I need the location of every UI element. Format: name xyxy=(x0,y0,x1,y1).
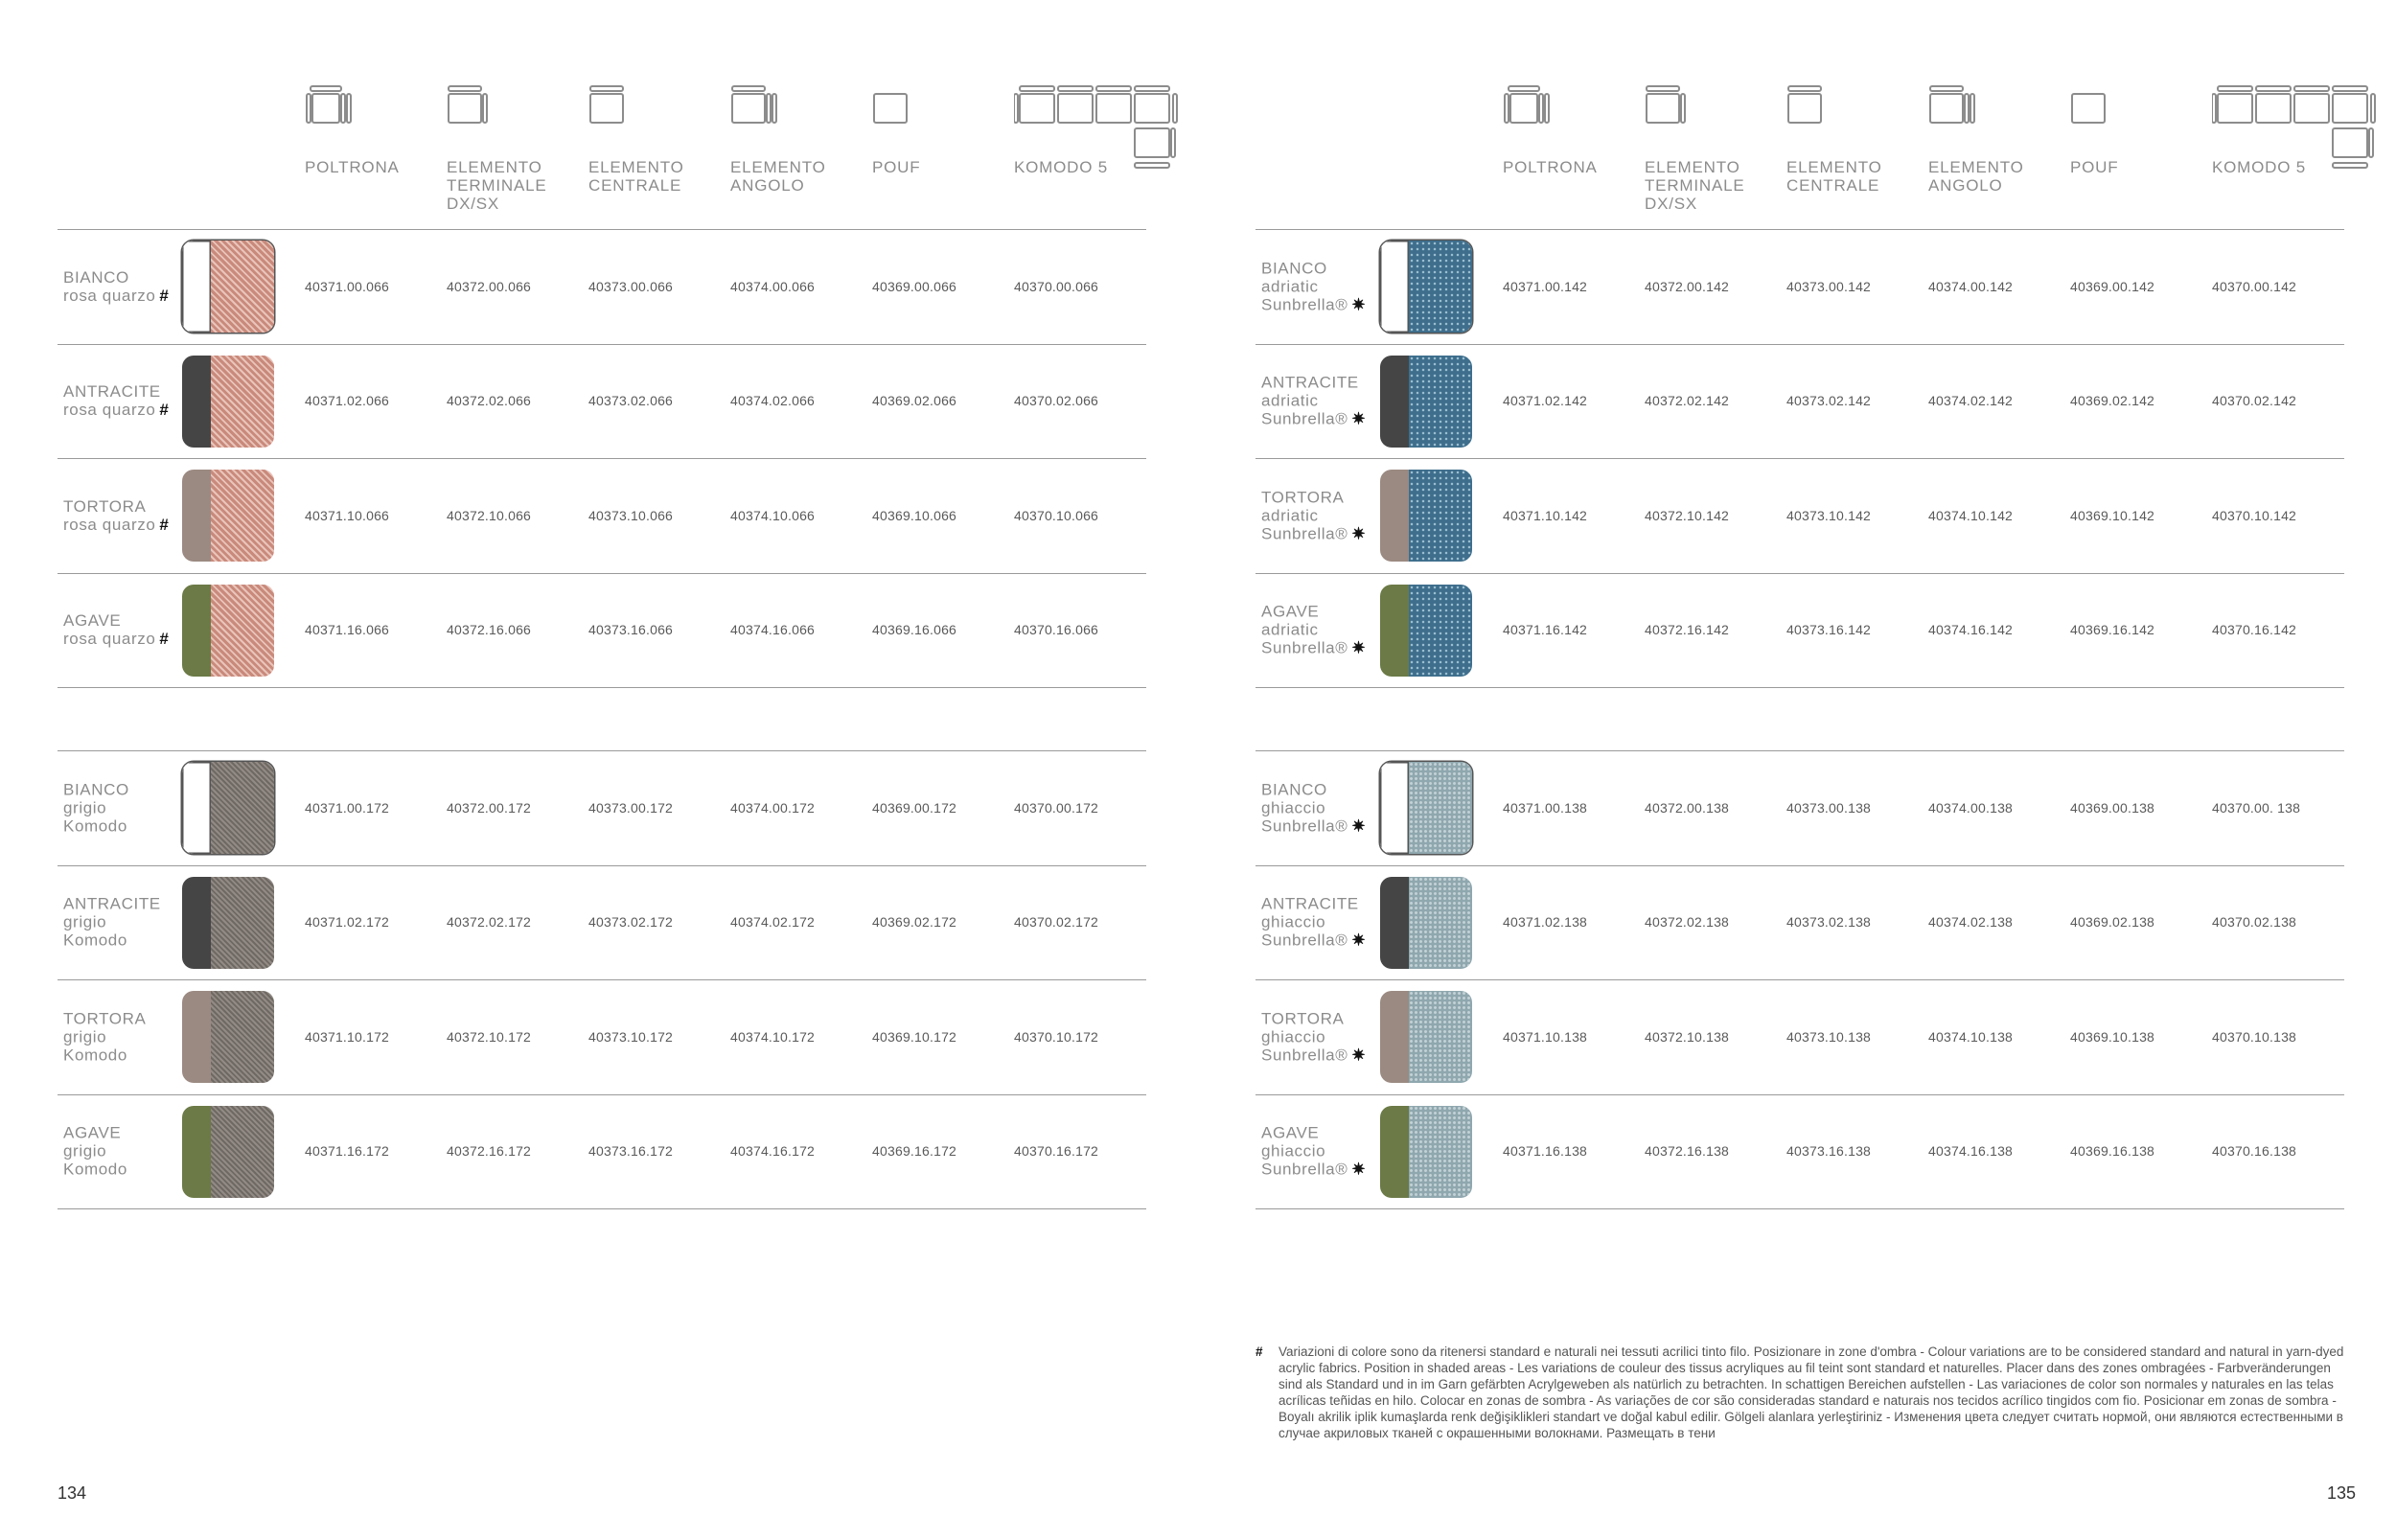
finish-swatch xyxy=(1380,470,1472,562)
fabric-name xyxy=(63,1027,146,1046)
frame-color-chip xyxy=(1380,356,1409,448)
frame-color-chip xyxy=(1380,241,1409,333)
product-code: 40370.00.172 xyxy=(1014,799,1099,816)
product-code: 40370.00. 138 xyxy=(2212,799,2301,816)
finish-swatch xyxy=(1380,585,1472,677)
product-code: 40374.16.066 xyxy=(730,622,816,637)
fabric-name-text: Sunbrella® xyxy=(1261,931,1348,950)
product-code: 40371.00.172 xyxy=(305,799,390,816)
product-code: 40371.10.142 xyxy=(1503,507,1588,523)
product-code: 40370.02.066 xyxy=(1014,393,1099,408)
product-code: 40373.16.138 xyxy=(1786,1143,1872,1159)
table-row xyxy=(58,458,1146,572)
fabric-name xyxy=(1261,1161,1366,1179)
finish-name xyxy=(63,611,169,648)
fabric-name-text: grigio xyxy=(63,1141,107,1161)
frame-color-chip xyxy=(182,470,211,562)
sunbrella-mark-icon: ✷ xyxy=(1351,295,1367,313)
frame-color-name: TORTORA xyxy=(63,496,147,516)
product-code: 40373.16.066 xyxy=(588,622,674,637)
frame-color-name: AGAVE xyxy=(63,611,122,630)
product-code: 40371.02.066 xyxy=(305,393,390,408)
fabric-name-text: Sunbrella® xyxy=(1261,295,1348,313)
table-rule xyxy=(58,687,1146,688)
table-row xyxy=(58,229,1146,343)
finish-name xyxy=(1261,780,1366,835)
product-code: 40370.16.066 xyxy=(1014,622,1099,637)
product-code: 40371.02.142 xyxy=(1503,393,1588,408)
table-row xyxy=(58,573,1146,687)
fabric-name xyxy=(1261,392,1366,410)
fabric-name xyxy=(1261,621,1366,639)
fabric-texture-chip xyxy=(1409,1106,1472,1198)
colour-variation-mark: # xyxy=(159,286,170,305)
product-code: 40372.16.066 xyxy=(447,622,532,637)
finish-swatch xyxy=(1380,1106,1472,1198)
product-code: 40371.16.172 xyxy=(305,1143,390,1159)
product-code: 40371.02.138 xyxy=(1503,914,1588,930)
fabric-name-text: Komodo xyxy=(63,1160,127,1179)
table-row xyxy=(58,865,1146,979)
colour-variation-mark: # xyxy=(159,515,170,534)
frame-color-chip xyxy=(1380,470,1409,562)
product-code: 40369.02.142 xyxy=(2070,393,2155,408)
product-code: 40371.10.066 xyxy=(305,507,390,523)
product-code: 40373.02.066 xyxy=(588,393,674,408)
product-code: 40370.02.142 xyxy=(2212,393,2297,408)
product-code: 40369.10.142 xyxy=(2070,507,2155,523)
product-code: 40374.10.138 xyxy=(1928,1028,2014,1045)
product-code: 40370.00.066 xyxy=(1014,278,1099,294)
page-number: 135 xyxy=(2326,1483,2356,1503)
fabric-texture-chip xyxy=(1409,877,1472,969)
frame-color-chip xyxy=(182,762,211,854)
fabric-name xyxy=(1261,410,1366,428)
sunbrella-mark-icon: ✷ xyxy=(1351,638,1367,657)
fabric-name xyxy=(1261,1027,1366,1046)
finish-swatch xyxy=(182,991,274,1083)
fabric-texture-chip xyxy=(211,585,274,677)
fabric-name-text: grigio xyxy=(63,912,107,931)
fabric-name xyxy=(1261,798,1366,816)
fabric-name-text: rosa quarzo xyxy=(63,630,156,648)
fabric-name xyxy=(1261,1142,1366,1161)
product-code: 40374.10.142 xyxy=(1928,507,2014,523)
frame-color-chip xyxy=(182,991,211,1083)
fabric-texture-chip xyxy=(1409,356,1472,448)
product-code: 40370.02.138 xyxy=(2212,914,2297,930)
product-code: 40372.16.172 xyxy=(447,1143,532,1159)
product-code: 40374.10.066 xyxy=(730,507,816,523)
table-row xyxy=(58,1094,1146,1208)
finish-swatch xyxy=(182,585,274,677)
product-code: 40374.00.142 xyxy=(1928,278,2014,294)
fabric-texture-chip xyxy=(1409,585,1472,677)
finish-name xyxy=(63,1009,146,1064)
product-code: 40373.10.066 xyxy=(588,507,674,523)
product-code: 40372.10.142 xyxy=(1645,507,1730,523)
product-code: 40373.02.172 xyxy=(588,914,674,930)
product-code: 40374.10.172 xyxy=(730,1028,816,1045)
frame-color-chip xyxy=(1380,877,1409,969)
frame-color-name: TORTORA xyxy=(1261,488,1345,506)
product-code: 40373.00.066 xyxy=(588,278,674,294)
fabric-name-text: rosa quarzo xyxy=(63,515,156,534)
frame-color-name: BIANCO xyxy=(1261,259,1327,277)
product-code: 40374.00.172 xyxy=(730,799,816,816)
product-code: 40374.02.066 xyxy=(730,393,816,408)
fabric-name xyxy=(1261,295,1366,313)
product-code: 40373.10.138 xyxy=(1786,1028,1872,1045)
product-code: 40374.16.142 xyxy=(1928,622,2014,637)
fabric-name xyxy=(63,287,169,305)
fabric-name xyxy=(1261,524,1366,542)
finish-swatch xyxy=(1380,991,1472,1083)
table-rule xyxy=(58,1208,1146,1209)
product-code: 40369.16.066 xyxy=(872,622,957,637)
fabric-texture-chip xyxy=(211,991,274,1083)
product-code: 40372.02.066 xyxy=(447,393,532,408)
fabric-texture-chip xyxy=(211,356,274,448)
product-code: 40371.10.138 xyxy=(1503,1028,1588,1045)
product-code: 40372.10.172 xyxy=(447,1028,532,1045)
fabric-texture-chip xyxy=(211,1106,274,1198)
fabric-name-text: Sunbrella® xyxy=(1261,1046,1348,1064)
fabric-name-text: Sunbrella® xyxy=(1261,1160,1348,1179)
frame-color-chip xyxy=(182,877,211,969)
product-code: 40373.16.172 xyxy=(588,1143,674,1159)
product-code: 40372.00.066 xyxy=(447,278,532,294)
finish-name xyxy=(63,780,129,835)
product-code: 40373.02.138 xyxy=(1786,914,1872,930)
product-code: 40372.16.142 xyxy=(1645,622,1730,637)
product-code: 40369.00.138 xyxy=(2070,799,2155,816)
product-code: 40373.00.138 xyxy=(1786,799,1872,816)
frame-color-name: ANTRACITE xyxy=(63,894,161,913)
fabric-texture-chip xyxy=(1409,762,1472,854)
column-header: ELEMENTO TERMINALE DX/SX xyxy=(447,158,547,213)
frame-color-name: TORTORA xyxy=(1261,1009,1345,1027)
colour-variation-mark: # xyxy=(159,630,170,648)
product-code: 40371.00.138 xyxy=(1503,799,1588,816)
product-code: 40373.16.142 xyxy=(1786,622,1872,637)
frame-color-name: ANTRACITE xyxy=(1261,373,1359,392)
product-code: 40372.00.172 xyxy=(447,799,532,816)
table-row xyxy=(58,979,1146,1093)
product-code: 40373.10.172 xyxy=(588,1028,674,1045)
fabric-name-text: grigio xyxy=(63,1027,107,1046)
finish-swatch xyxy=(182,1106,274,1198)
fabric-name-text: Sunbrella® xyxy=(1261,816,1348,835)
product-code: 40372.02.138 xyxy=(1645,914,1730,930)
catalog-page-right xyxy=(1198,0,2396,1540)
product-code: 40371.16.066 xyxy=(305,622,390,637)
table-row xyxy=(1256,979,2344,1093)
product-code: 40374.16.138 xyxy=(1928,1143,2014,1159)
product-code: 40370.02.172 xyxy=(1014,914,1099,930)
product-code: 40370.16.172 xyxy=(1014,1143,1099,1159)
fabric-name-text: ghiaccio xyxy=(1261,1027,1326,1046)
finish-name xyxy=(63,895,161,950)
frame-color-chip xyxy=(182,241,211,333)
finish-swatch xyxy=(1380,241,1472,333)
column-header: KOMODO 5 xyxy=(1014,158,1109,176)
product-code: 40374.00.066 xyxy=(730,278,816,294)
frame-color-name: ANTRACITE xyxy=(1261,894,1359,913)
colour-variation-mark: # xyxy=(159,401,170,419)
fabric-name-text: adriatic xyxy=(1261,277,1319,295)
product-code: 40369.16.138 xyxy=(2070,1143,2155,1159)
product-code: 40372.10.066 xyxy=(447,507,532,523)
fabric-name xyxy=(1261,506,1366,524)
fabric-name-text: Sunbrella® xyxy=(1261,638,1348,657)
fabric-name-text: ghiaccio xyxy=(1261,912,1326,931)
frame-color-chip xyxy=(182,585,211,677)
product-code: 40374.00.138 xyxy=(1928,799,2014,816)
finish-name xyxy=(63,497,169,534)
product-code-table xyxy=(58,0,1146,1246)
fabric-name xyxy=(63,931,161,950)
fabric-name xyxy=(63,1046,146,1064)
table-row xyxy=(1256,865,2344,979)
fabric-texture-chip xyxy=(211,877,274,969)
table-row xyxy=(1256,344,2344,458)
product-code: 40369.02.066 xyxy=(872,393,957,408)
fabric-name xyxy=(63,401,169,419)
column-header: ELEMENTO CENTRALE xyxy=(1786,158,1882,195)
product-code: 40371.16.142 xyxy=(1503,622,1588,637)
footnote xyxy=(1256,1344,2358,1441)
column-header: POLTRONA xyxy=(1503,158,1598,176)
fabric-name xyxy=(63,816,129,835)
finish-swatch xyxy=(182,877,274,969)
fabric-name xyxy=(1261,277,1366,295)
product-code: 40372.00.142 xyxy=(1645,278,1730,294)
frame-color-name: BIANCO xyxy=(63,780,129,798)
fabric-name-text: Komodo xyxy=(63,931,127,950)
finish-swatch xyxy=(1380,877,1472,969)
column-header: POUF xyxy=(2070,158,2119,176)
frame-color-name: BIANCO xyxy=(63,267,129,287)
product-code: 40370.16.142 xyxy=(2212,622,2297,637)
fabric-name xyxy=(63,1161,127,1179)
product-code: 40370.10.172 xyxy=(1014,1028,1099,1045)
table-row xyxy=(1256,229,2344,343)
fabric-name xyxy=(1261,913,1366,931)
table-row xyxy=(1256,1094,2344,1208)
frame-color-chip xyxy=(1380,585,1409,677)
fabric-name-text: adriatic xyxy=(1261,506,1319,524)
finish-name xyxy=(1261,488,1366,542)
finish-name xyxy=(63,268,169,305)
product-code: 40369.02.138 xyxy=(2070,914,2155,930)
column-header: ELEMENTO CENTRALE xyxy=(588,158,684,195)
fabric-texture-chip xyxy=(1409,991,1472,1083)
product-code: 40369.00.172 xyxy=(872,799,957,816)
fabric-name-text: rosa quarzo xyxy=(63,286,156,305)
column-header: KOMODO 5 xyxy=(2212,158,2307,176)
product-code: 40369.00.066 xyxy=(872,278,957,294)
product-code: 40369.10.066 xyxy=(872,507,957,523)
fabric-name xyxy=(63,798,129,816)
sunbrella-mark-icon: ✷ xyxy=(1351,1046,1367,1064)
finish-swatch xyxy=(182,356,274,448)
sunbrella-mark-icon: ✷ xyxy=(1351,1160,1367,1179)
product-code: 40371.16.138 xyxy=(1503,1143,1588,1159)
product-code: 40371.10.172 xyxy=(305,1028,390,1045)
column-header: POLTRONA xyxy=(305,158,400,176)
page-number: 134 xyxy=(58,1483,87,1503)
fabric-name-text: adriatic xyxy=(1261,391,1319,410)
fabric-name xyxy=(63,630,169,648)
finish-name xyxy=(63,382,169,419)
footnote-mark: # xyxy=(1256,1345,1263,1359)
fabric-name-text: Komodo xyxy=(63,816,127,835)
product-code: 40374.02.142 xyxy=(1928,393,2014,408)
fabric-name-text: Sunbrella® xyxy=(1261,409,1348,428)
product-code: 40371.00.142 xyxy=(1503,278,1588,294)
product-code: 40370.00.142 xyxy=(2212,278,2297,294)
finish-name xyxy=(63,1124,127,1179)
frame-color-name: BIANCO xyxy=(1261,780,1327,798)
product-code: 40369.02.172 xyxy=(872,914,957,930)
finish-name xyxy=(1261,374,1366,428)
frame-color-chip xyxy=(1380,762,1409,854)
table-rule xyxy=(1256,1208,2344,1209)
product-code: 40374.02.172 xyxy=(730,914,816,930)
product-code: 40372.16.138 xyxy=(1645,1143,1730,1159)
fabric-name-text: ghiaccio xyxy=(1261,798,1326,816)
table-row xyxy=(1256,573,2344,687)
product-code: 40369.10.138 xyxy=(2070,1028,2155,1045)
sunbrella-mark-icon: ✷ xyxy=(1351,816,1367,835)
fabric-name-text: ghiaccio xyxy=(1261,1141,1326,1161)
table-rule xyxy=(1256,687,2344,688)
fabric-name-text: Sunbrella® xyxy=(1261,524,1348,542)
frame-color-name: AGAVE xyxy=(1261,602,1320,621)
frame-color-chip xyxy=(1380,991,1409,1083)
column-header: POUF xyxy=(872,158,921,176)
fabric-texture-chip xyxy=(1409,241,1472,333)
product-code: 40369.16.172 xyxy=(872,1143,957,1159)
sunbrella-mark-icon: ✷ xyxy=(1351,931,1367,950)
fabric-name xyxy=(1261,1046,1366,1064)
fabric-name xyxy=(63,913,161,931)
product-code: 40371.00.066 xyxy=(305,278,390,294)
table-row xyxy=(1256,750,2344,864)
product-code: 40372.10.138 xyxy=(1645,1028,1730,1045)
fabric-name xyxy=(1261,931,1366,950)
product-code: 40369.16.142 xyxy=(2070,622,2155,637)
finish-swatch xyxy=(182,762,274,854)
product-code: 40371.02.172 xyxy=(305,914,390,930)
sunbrella-mark-icon: ✷ xyxy=(1351,409,1367,428)
sunbrella-mark-icon: ✷ xyxy=(1351,524,1367,542)
frame-color-chip xyxy=(1380,1106,1409,1198)
finish-swatch xyxy=(1380,356,1472,448)
fabric-name-text: adriatic xyxy=(1261,620,1319,639)
fabric-name-text: rosa quarzo xyxy=(63,401,156,419)
finish-swatch xyxy=(1380,762,1472,854)
frame-color-name: ANTRACITE xyxy=(63,382,161,401)
product-code: 40369.10.172 xyxy=(872,1028,957,1045)
frame-color-name: AGAVE xyxy=(1261,1123,1320,1142)
column-header: ELEMENTO ANGOLO xyxy=(1928,158,2024,195)
finish-name xyxy=(1261,1124,1366,1179)
fabric-texture-chip xyxy=(211,762,274,854)
product-code: 40373.10.142 xyxy=(1786,507,1872,523)
product-code: 40374.16.172 xyxy=(730,1143,816,1159)
frame-color-chip xyxy=(182,1106,211,1198)
product-code: 40372.02.172 xyxy=(447,914,532,930)
finish-swatch xyxy=(182,241,274,333)
fabric-name xyxy=(63,1142,127,1161)
product-code: 40373.00.142 xyxy=(1786,278,1872,294)
footnote-text: Variazioni di colore sono da ritenersi standard e naturali nei tessuti acrilici tinto filo. Posizionare in zone d'ombra - Colour variations are to be considered standard and natural in yarn-dyed acrylic fabrics. Position in shaded areas - Les variations de couleur des tissus acryliques au fil teint sont standard et naturelles. Placer dans des zones ombragées - Farbveränderungen sind als Standard und in im Garn gefärbten Acrylgeweben als natürlich zu betrachten. In schattigen Bereichen aufstellen - Las variaciones de color son normales y naturales en las telas acrílicas teñidas en hilo. Colocar en zonas de sombra - As variações de cor são consideradas standard e naturais nos tecidos acrílico tingidos com fio. Posicionar em zonas de sombra - Boyalı akrilik iplik kumaşlarda renk değişiklikleri standart ve doğal kabul edilir. Gölgeli alanlara yerleştiriniz - Изменения цвета следует считать нормой, они являются естественными в случае акриловых тканей с окрашенными волокнами. Размещать в тени xyxy=(1279,1345,2344,1440)
product-code: 40370.10.066 xyxy=(1014,507,1099,523)
finish-name xyxy=(1261,259,1366,313)
fabric-name xyxy=(63,516,169,534)
finish-name xyxy=(1261,1009,1366,1064)
fabric-texture-chip xyxy=(211,241,274,333)
column-header: ELEMENTO ANGOLO xyxy=(730,158,826,195)
product-code: 40373.00.172 xyxy=(588,799,674,816)
product-code-table xyxy=(1256,0,2344,1246)
product-code: 40372.02.142 xyxy=(1645,393,1730,408)
fabric-name-text: grigio xyxy=(63,798,107,816)
table-row xyxy=(58,344,1146,458)
finish-name xyxy=(1261,603,1366,657)
fabric-name-text: Komodo xyxy=(63,1046,127,1064)
table-row xyxy=(58,750,1146,864)
table-row xyxy=(1256,458,2344,572)
product-code: 40372.00.138 xyxy=(1645,799,1730,816)
product-code: 40370.10.138 xyxy=(2212,1028,2297,1045)
product-code: 40370.10.142 xyxy=(2212,507,2297,523)
product-code: 40373.02.142 xyxy=(1786,393,1872,408)
product-code: 40374.02.138 xyxy=(1928,914,2014,930)
product-code: 40369.00.142 xyxy=(2070,278,2155,294)
fabric-texture-chip xyxy=(1409,470,1472,562)
finish-name xyxy=(1261,895,1366,950)
finish-swatch xyxy=(182,470,274,562)
fabric-name xyxy=(1261,639,1366,657)
fabric-name xyxy=(1261,816,1366,835)
column-header: ELEMENTO TERMINALE DX/SX xyxy=(1645,158,1745,213)
frame-color-name: TORTORA xyxy=(63,1009,147,1027)
fabric-texture-chip xyxy=(211,470,274,562)
frame-color-name: AGAVE xyxy=(63,1123,122,1142)
frame-color-chip xyxy=(182,356,211,448)
product-code: 40370.16.138 xyxy=(2212,1143,2297,1159)
